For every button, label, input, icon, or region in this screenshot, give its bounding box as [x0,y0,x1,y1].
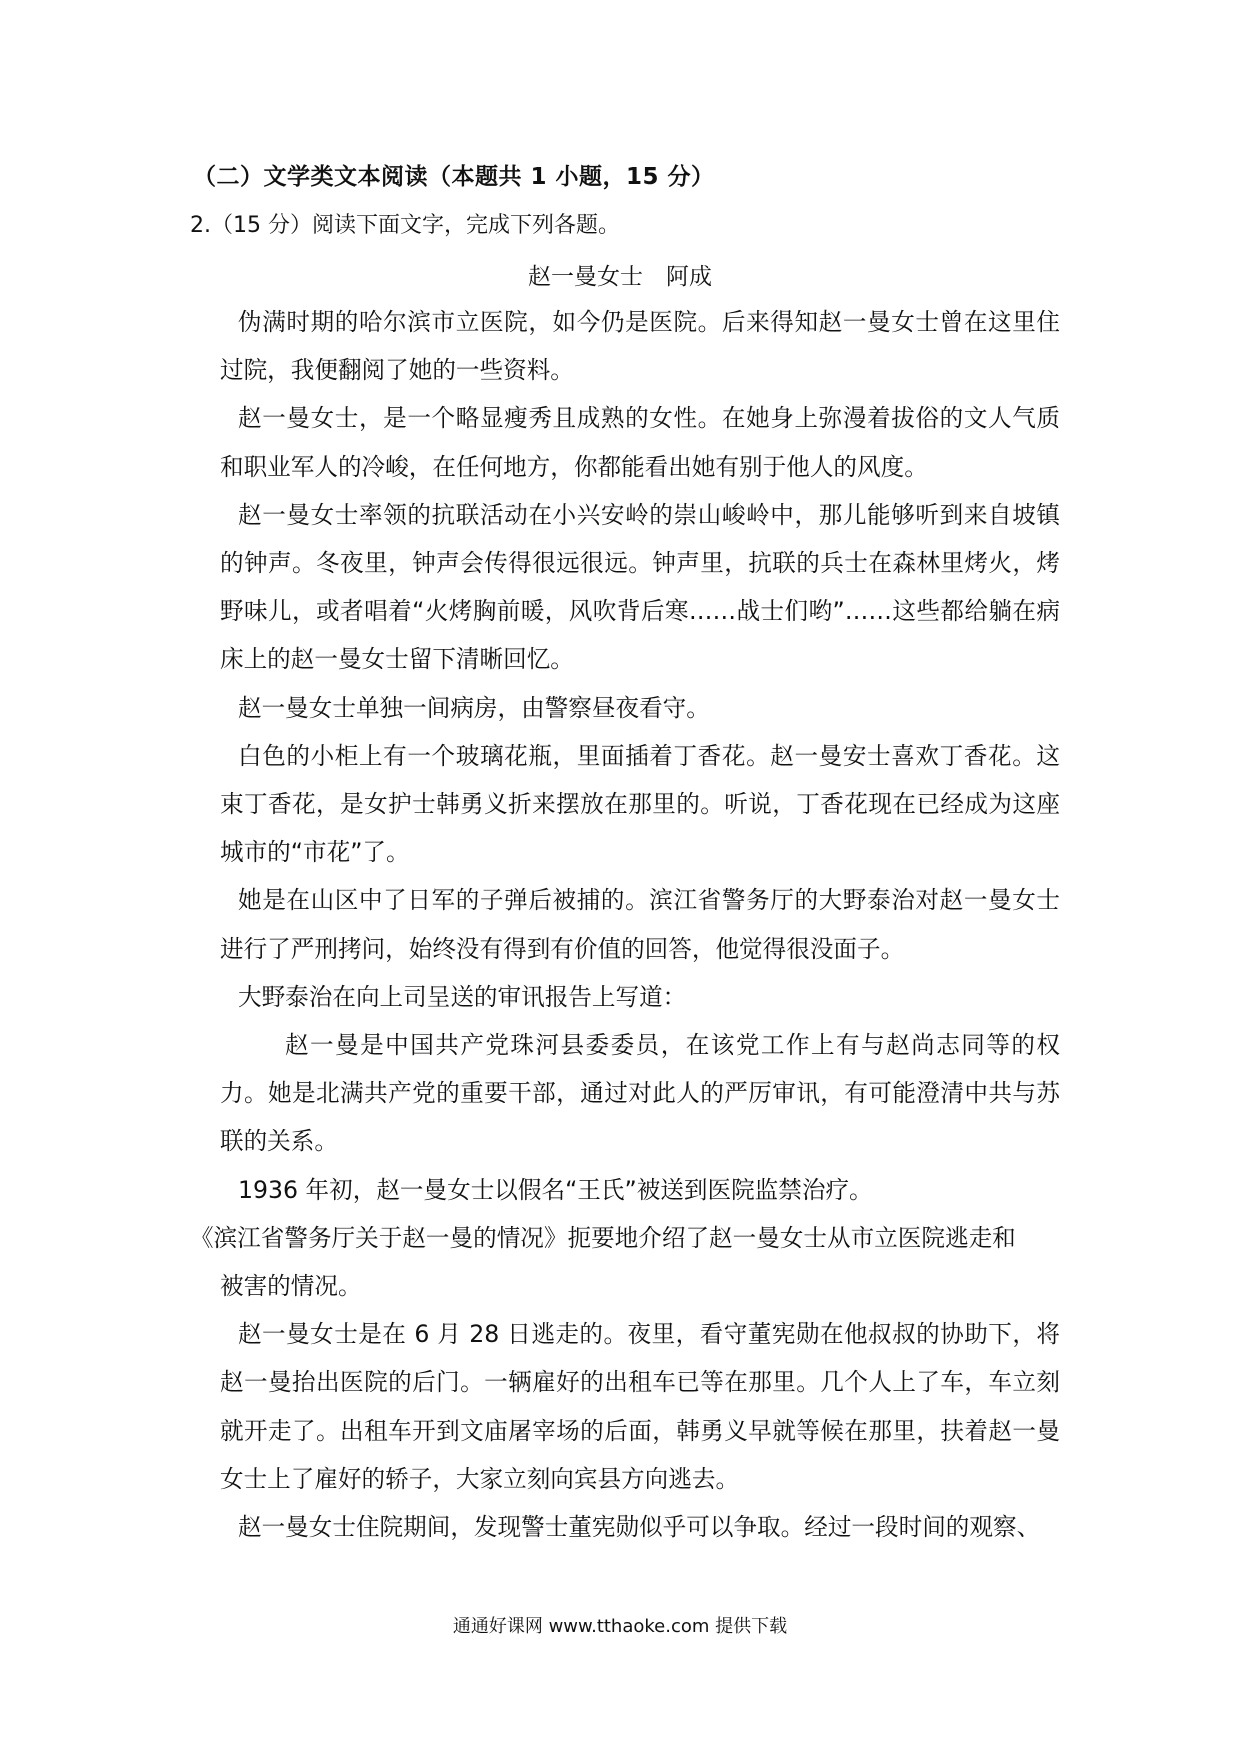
paragraph: 伪满时期的哈尔滨市立医院，如今仍是医院。后来得知赵一曼女士曾在这里住过院，我便翻阅了她的一些资料。 [220,308,1060,385]
paragraph: 1936 年初，赵一曼女士以假名“王氏”被送到医院监禁治疗。 [238,1175,873,1204]
paragraph: 赵一曼女士是在 6 月 28 日逃走的。夜里，看守董宪勋在他叔叔的协助下，将赵一曼抬出医院的后门。一辆雇好的出租车已等在那里。几个人上了车，车立刻就开走了。出租车开到文庙屠宰场的后面，韩勇义早就等候在那里，扶着赵一曼女士上了雇好的轿子，大家立刻向宾县方向逃去。 [220,1320,1060,1493]
section-heading: （二）文学类文本阅读（本题共 1 小题，15 分） [193,164,715,190]
article-title: 赵一曼女士 阿成 [528,264,712,290]
paragraph: 赵一曼女士，是一个略显瘦秀且成熟的女性。在她身上弥漫着拔俗的文人气质和职业军人的冷峻，在任何地方，你都能看出她有别于他人的风度。 [220,404,1060,481]
question-line: 2.（15 分）阅读下面文字，完成下列各题。 [190,213,620,238]
paragraph: 赵一曼女士住院期间，发现警士董宪勋似乎可以争取。经过一段时间的观察、 [238,1513,1041,1542]
quoted-report: 赵一曼是中国共产党珠河县委委员，在该党工作上有与赵尚志同等的权力。她是北满共产党的重要干部，通过对此人的严厉审讯，有可能澄清中共与苏联的关系。 [220,1031,1060,1156]
paragraph: 赵一曼女士单独一间病房，由警察昼夜看守。 [238,693,710,722]
paragraph-line: 被害的情况。 [220,1272,362,1301]
footer-source: 通通好课网 www.tthaoke.com 提供下载 [452,1616,788,1637]
paragraph: 她是在山区中了日军的子弹后被捕的。滨江省警务厅的大野泰治对赵一曼女士进行了严刑拷问，始终没有得到有价值的回答，他觉得很没面子。 [220,886,1060,963]
paragraph-line: 《滨江省警务厅关于赵一曼的情况》扼要地介绍了赵一曼女士从市立医院逃走和 [190,1223,1016,1252]
paragraph: 大野泰治在向上司呈送的审讯报告上写道： [238,982,687,1011]
paragraph: 赵一曼女士率领的抗联活动在小兴安岭的崇山峻岭中，那儿能够听到来自坡镇的钟声。冬夜里，钟声会传得很远很远。钟声里，抗联的兵士在森林里烤火，烤野味儿，或者唱着“火烤胸前暖，风吹背后寒……战士们哟”……这些都给躺在病床上的赵一曼女士留下清晰回忆。 [220,500,1060,674]
paragraph [190,1214,1060,1310]
article-body [190,298,1060,1551]
paragraph: 白色的小柜上有一个玻璃花瓶，里面插着丁香花。赵一曼安士喜欢丁香花。这束丁香花，是女护士韩勇义折来摆放在那里的。听说，丁香花现在已经成为这座城市的“市花”了。 [220,741,1060,867]
